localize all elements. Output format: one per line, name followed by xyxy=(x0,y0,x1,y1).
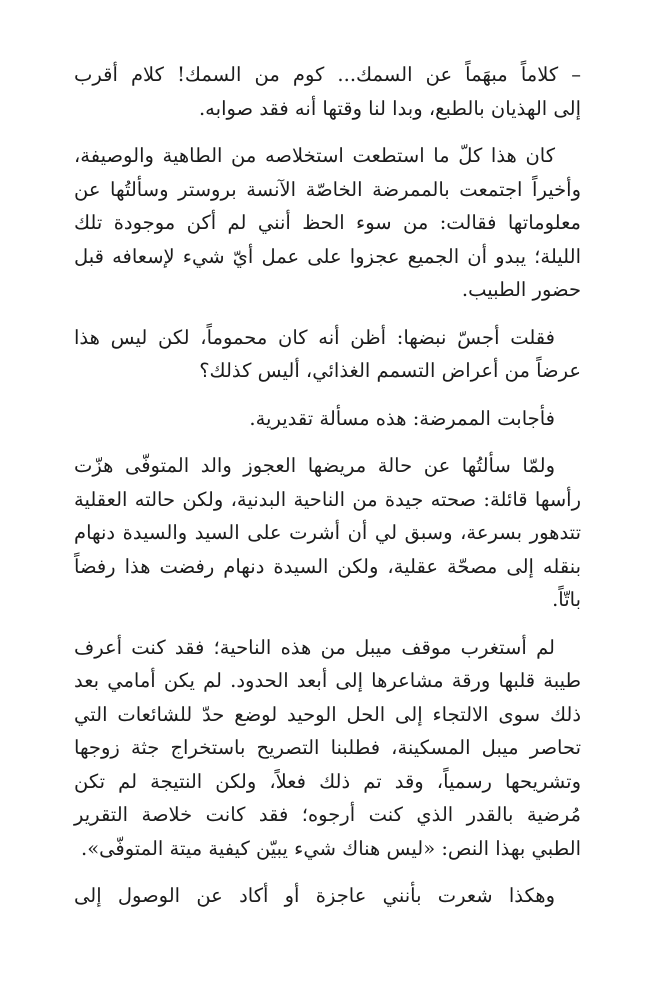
text-line: وهكذا شعرت بأنني عاجزة أو أكاد عن الوصول إلى xyxy=(74,884,555,907)
paragraph-7 xyxy=(74,879,581,913)
text-line: لم أستغرب موقف ميبل من هذه الناحية؛ فقد كنت أعرف xyxy=(74,635,555,659)
text-line: رأسها قائلة: صحته جيدة من الناحية البدنية، ولكن حالته العقلية xyxy=(74,487,581,511)
text-line: الليلة؛ يبدو أن الجميع عجزوا على عمل أيّ شيء لإسعافه قبل xyxy=(74,244,581,268)
paragraph-3 xyxy=(74,321,581,388)
text-line: باتّاً. xyxy=(552,588,581,611)
paragraph-5 xyxy=(74,449,581,617)
text-line: حضور الطبيب. xyxy=(461,278,581,301)
text-line: تحاصر ميبل المسكينة، فطلبنا التصريح باستخراج جثة زوجها xyxy=(74,736,581,759)
book-page xyxy=(74,58,581,927)
text-line: وأخيراً اجتمعت بالممرضة الخاصّة الآنسة بروستر وسألتُها عن xyxy=(74,177,581,201)
paragraph-1 xyxy=(74,58,581,125)
text-line: فأجابت الممرضة: هذه مسألة تقديرية. xyxy=(249,406,555,430)
text-line: طيبة قلبها ورقة مشاعرها إلى أبعد الحدود. لم يكن أمامي بعد xyxy=(74,669,581,692)
text-line: عرضاً من أعراض التسمم الغذائي، أليس كذلك؟ xyxy=(199,359,581,382)
text-line: ذلك سوى الالتجاء إلى الحل الوحيد لوضع حدّ للشائعات التي xyxy=(74,702,581,726)
text-line: الطبي بهذا النص: «ليس هناك شيء يبيّن كيفية ميتة المتوفّى». xyxy=(81,836,581,860)
paragraph-2 xyxy=(74,139,581,307)
paragraph-6 xyxy=(74,631,581,866)
text-line: – كلاماً مبهَماً عن السمك... كوم من السمك! كلام أقرب xyxy=(74,63,581,86)
text-line: فقلت أجسّ نبضها: أظن أنه كان محموماً، لكن ليس هذا xyxy=(74,325,555,349)
text-line: معلوماتها فقالت: من سوء الحظ أنني لم أكن موجودة تلك xyxy=(74,211,581,234)
paragraph-4 xyxy=(74,402,581,436)
text-line: مُرضية بالقدر الذي كنت أرجوه؛ فقد كانت خلاصة التقرير xyxy=(74,803,581,826)
text-line: كان هذا كلّ ما استطعت استخلاصه من الطاهية والوصيفة، xyxy=(74,144,555,167)
text-line: بنقله إلى مصحّة عقلية، ولكن السيدة دنهام رفضت هذا رفضاً xyxy=(74,554,581,578)
text-line: ولمّا سألتُها عن حالة مريضها العجوز والد المتوفّى هزّت xyxy=(74,454,555,477)
text-line: تتدهور بسرعة، وسبق لي أن أشرت على السيد والسيدة دنهام xyxy=(74,521,581,544)
text-line: إلى الهذيان بالطبع، وبدا لنا وقتها أنه فقد صوابه. xyxy=(198,96,581,120)
text-line: وتشريحها رسمياً، وقد تم ذلك فعلاً، ولكن النتيجة لم تكن xyxy=(74,769,581,793)
